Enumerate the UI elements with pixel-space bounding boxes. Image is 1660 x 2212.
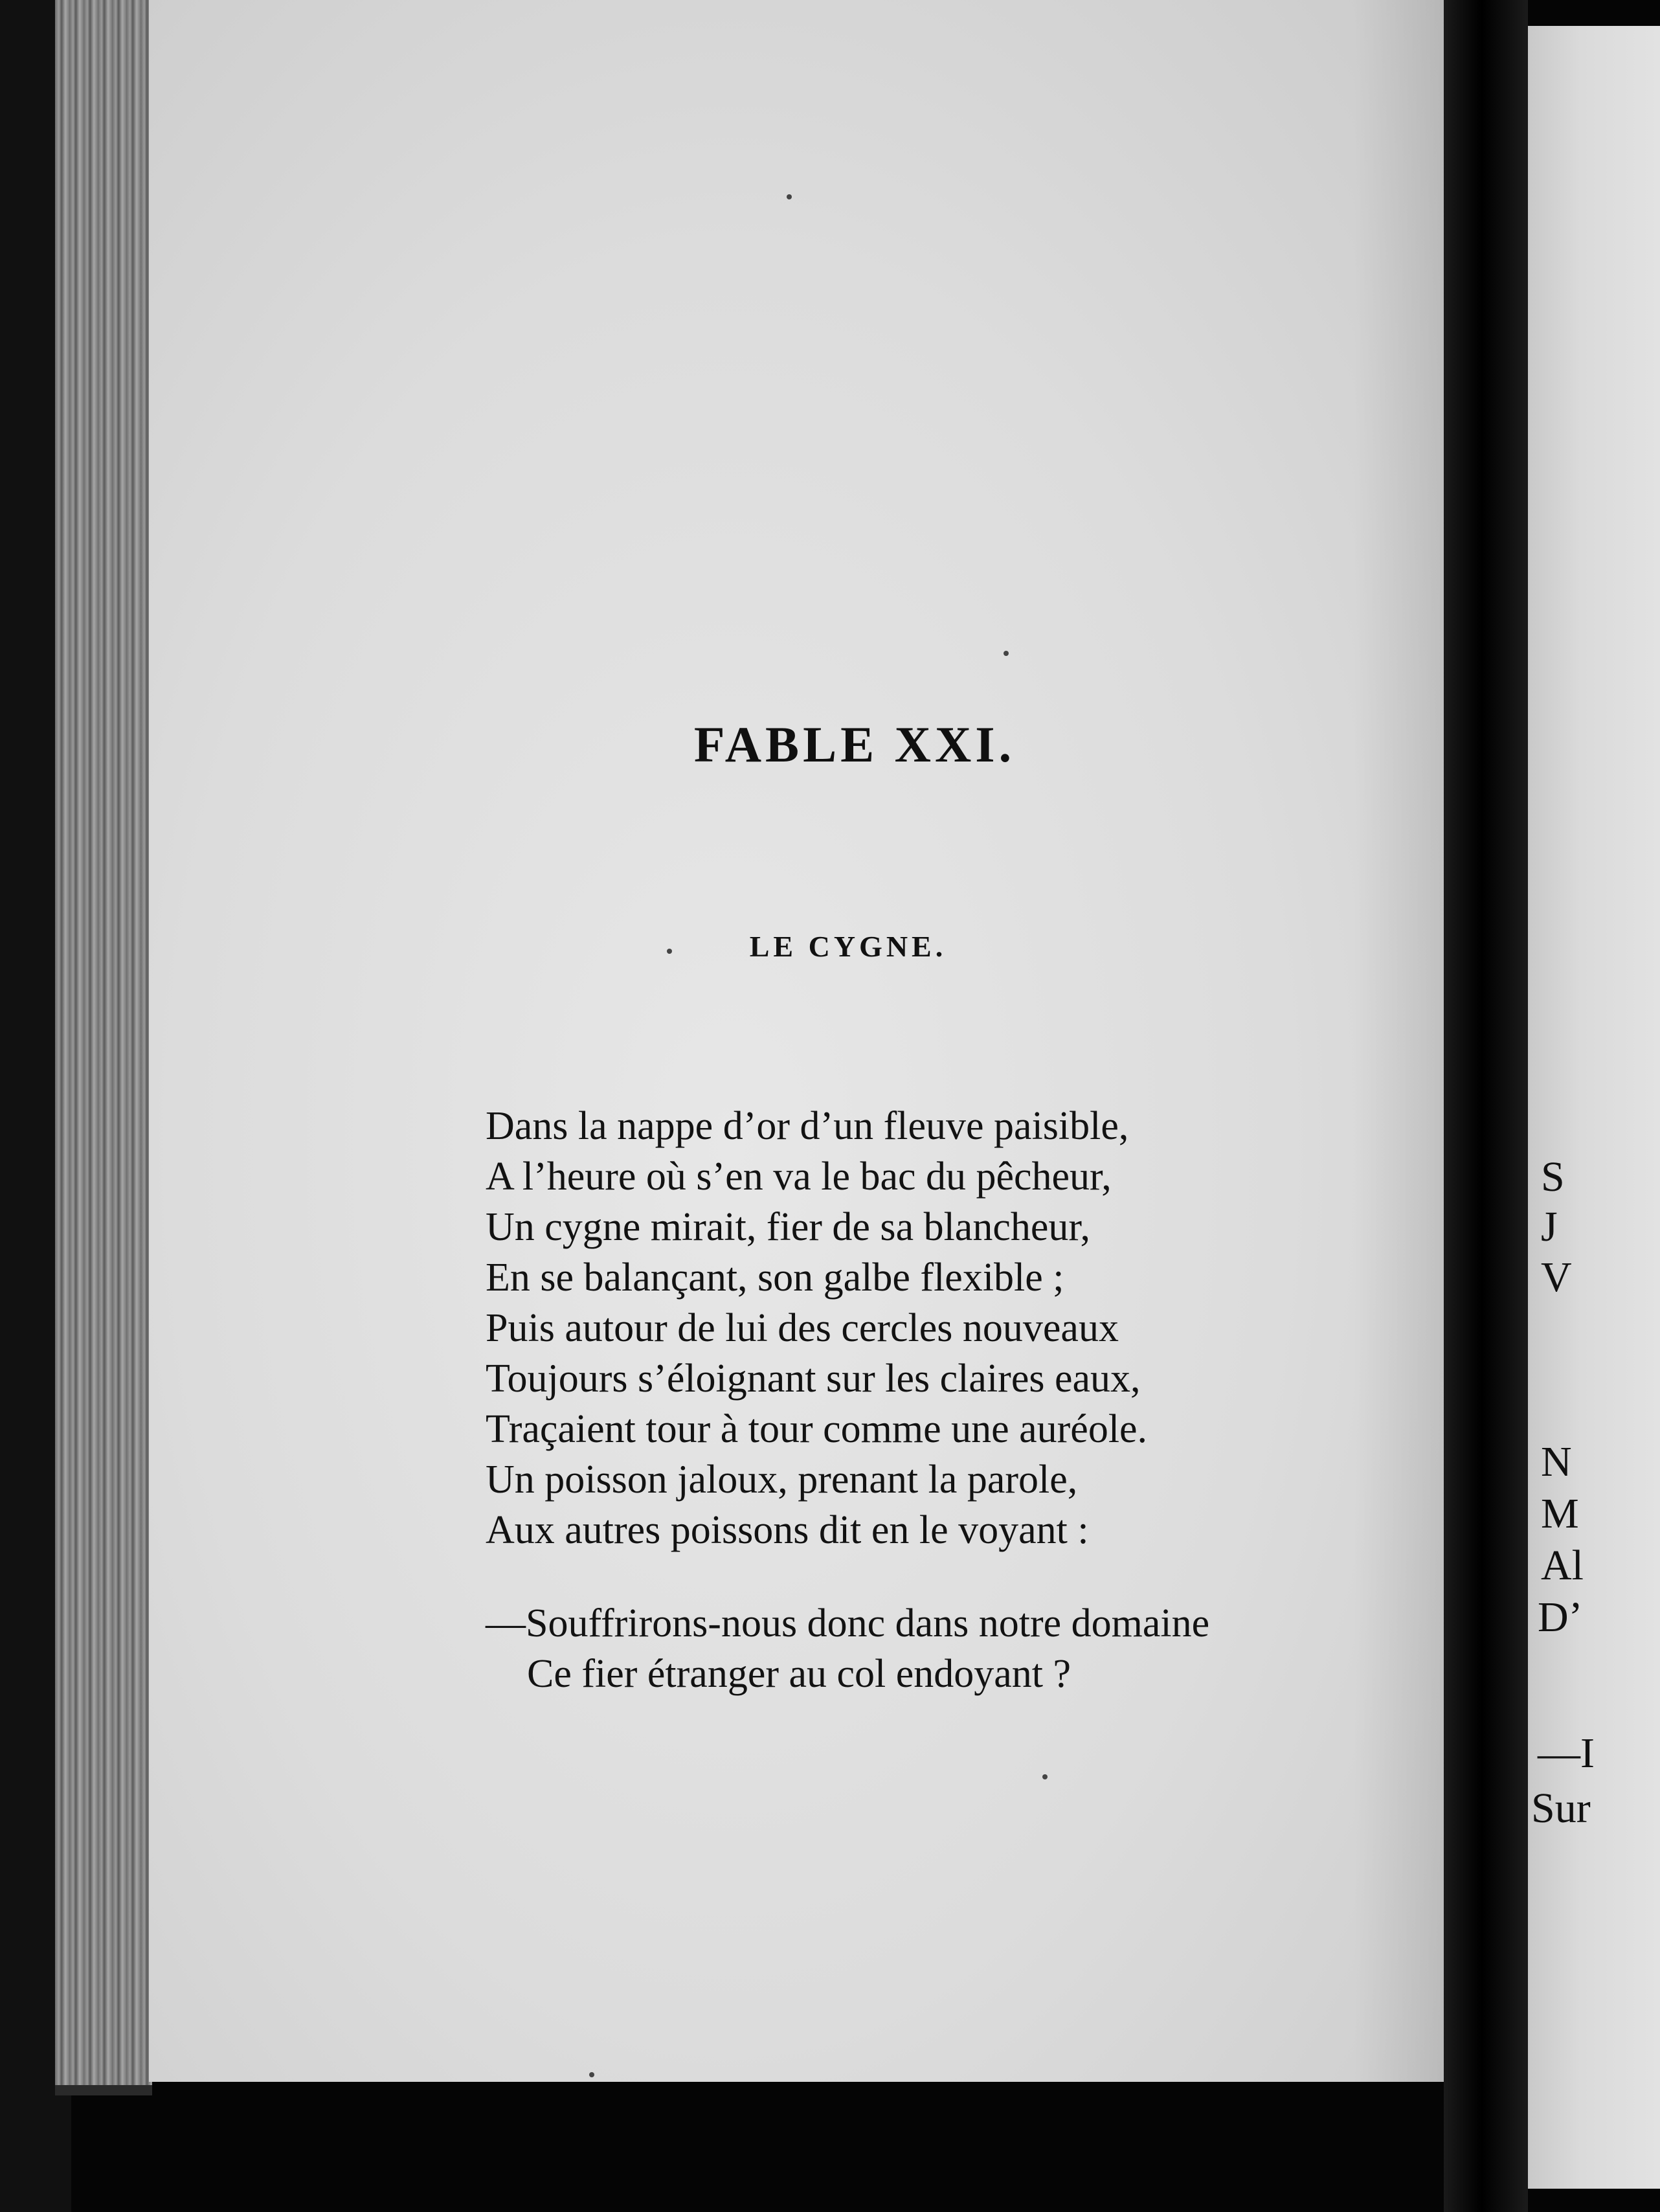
stanza-2 (486, 1598, 1209, 1699)
facing-page-fragment: Sur (1531, 1785, 1591, 1832)
facing-page-fragment: N (1541, 1438, 1572, 1485)
verse-line: En se balançant, son galbe flexible ; (486, 1256, 1064, 1300)
verse-line: Un poisson jaloux, prenant la parole, (486, 1458, 1078, 1502)
page-gutter-shadow (1353, 0, 1444, 2082)
fable-heading: FABLE XXI. (693, 716, 1016, 773)
facing-page (1528, 26, 1660, 2189)
verse-line: Dans la nappe d’or d’un fleuve paisible, (486, 1104, 1129, 1148)
facing-page-fragment: —I (1538, 1730, 1595, 1777)
verse-line: —Souffrirons-nous donc dans notre domaine (486, 1601, 1210, 1645)
verse-line: Aux autres poissons dit en le voyant : (486, 1508, 1089, 1552)
poem-title: LE CYGNE. (749, 930, 947, 963)
left-page (149, 0, 1444, 2082)
facing-page-fragment: Al (1541, 1542, 1584, 1589)
verse-line: Toujours s’éloignant sur les claires eaux, (486, 1357, 1141, 1401)
facing-page-fragment: V (1541, 1254, 1572, 1301)
facing-page-fragment: M (1541, 1490, 1579, 1537)
paper-speck (589, 2072, 594, 2077)
paper-speck (1004, 651, 1009, 656)
paper-speck (1042, 1774, 1048, 1779)
verse-line: Traçaient tour à tour comme une auréole. (486, 1407, 1148, 1451)
verse-line: A l’heure où s’en va le bac du pêcheur, (486, 1155, 1112, 1199)
book-spine (1444, 0, 1528, 2212)
paper-speck (667, 949, 672, 954)
verse-line: Puis autour de lui des cercles nouveaux (486, 1306, 1119, 1350)
verse-line: Un cygne mirait, fier de sa blancheur, (486, 1205, 1091, 1249)
stanza-1 (486, 1101, 1147, 1555)
paper-speck (787, 194, 792, 199)
facing-page-fragment: S (1541, 1153, 1565, 1201)
verse-line: Ce fier étranger au col endoyant ? (527, 1652, 1071, 1696)
facing-page-fragment: D’ (1538, 1594, 1583, 1641)
facing-page-fragment: J (1541, 1203, 1558, 1250)
page-stack-edge (55, 0, 152, 2095)
